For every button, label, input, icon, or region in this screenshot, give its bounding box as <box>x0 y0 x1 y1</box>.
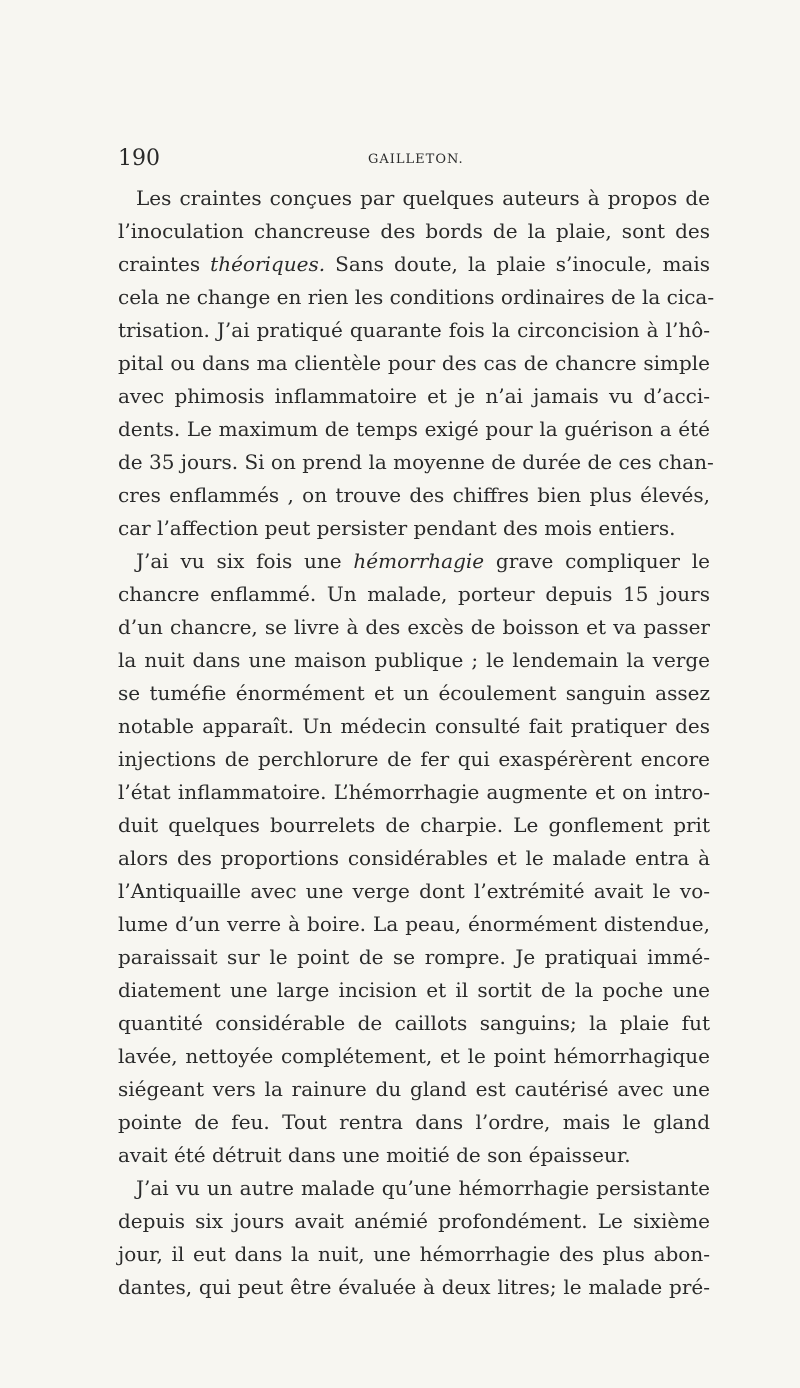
text-line: lume d’un verre à boire. La peau, énormément distendue, <box>118 912 710 936</box>
text-line: chancre enflammé. Un malade, porteur depuis 15 jours <box>118 582 710 606</box>
text-line: pointe de feu. Tout rentra dans l’ordre, mais le gland <box>118 1110 710 1134</box>
text-line: duit quelques bourrelets de charpie. Le gonflement prit <box>118 813 710 837</box>
text-line: craintes théoriques. Sans doute, la plaie s’inocule, mais <box>118 252 710 276</box>
text-line: injections de perchlorure de fer qui exaspérèrent encore <box>118 747 710 771</box>
text-line: dantes, qui peut être évaluée à deux litres; le malade pré- <box>118 1275 710 1299</box>
emphasis: théoriques. <box>210 252 326 276</box>
text-line: diatement une large incision et il sortit de la poche une <box>118 978 710 1002</box>
running-head: GAILLETON. <box>368 152 464 167</box>
text-line: cela ne change en rien les conditions ordinaires de la cica- <box>118 285 715 309</box>
text-line: l’inoculation chancreuse des bords de la plaie, sont des <box>118 219 710 243</box>
text-line: quantité considérable de caillots sanguins; la plaie fut <box>118 1011 710 1035</box>
text-line: d’un chancre, se livre à des excès de boisson et va passer <box>118 615 710 639</box>
text-line: avait été détruit dans une moitié de son épaisseur. <box>118 1143 631 1167</box>
text-line: jour, il eut dans la nuit, une hémorrhagie des plus abon- <box>118 1242 710 1266</box>
text-line: lavée, nettoyée complétement, et le point hémorrhagique <box>118 1044 710 1068</box>
text-line: de 35 jours. Si on prend la moyenne de durée de ces chan- <box>118 450 714 474</box>
body-text <box>118 182 715 1304</box>
text-line: J’ai vu un autre malade qu’une hémorrhagie persistante <box>136 1176 710 1200</box>
text-line: la nuit dans une maison publique ; le lendemain la verge <box>118 648 710 672</box>
text-line: J’ai vu six fois une hémorrhagie grave compliquer le <box>136 549 710 573</box>
emphasis: hémorrhagie <box>353 549 485 573</box>
text-line: trisation. J’ai pratiqué quarante fois la circoncision à l’hô- <box>118 318 710 342</box>
text-line: siégeant vers la rainure du gland est cautérisé avec une <box>118 1077 710 1101</box>
text-line: dents. Le maximum de temps exigé pour la guérison a été <box>118 417 710 441</box>
text-line: car l’affection peut persister pendant des mois entiers. <box>118 516 676 540</box>
text-line: l’état inflammatoire. L’hémorrhagie augmente et on intro- <box>118 780 710 804</box>
text-line: depuis six jours avait anémié profondément. Le sixième <box>118 1209 710 1233</box>
text-line: avec phimosis inflammatoire et je n’ai jamais vu d’acci- <box>118 384 710 408</box>
text-line: l’Antiquaille avec une verge dont l’extrémité avait le vo- <box>118 879 710 903</box>
text-line: pital ou dans ma clientèle pour des cas de chancre simple <box>118 351 710 375</box>
page-number: 190 <box>118 146 160 171</box>
text-line: Les craintes conçues par quelques auteurs à propos de <box>136 186 710 210</box>
text-line: alors des proportions considérables et le malade entra à <box>118 846 710 870</box>
text-line: se tuméfie énormément et un écoulement sanguin assez <box>118 681 710 705</box>
text-line: notable apparaît. Un médecin consulté fait pratiquer des <box>118 714 710 738</box>
text-line: cres enflammés , on trouve des chiffres bien plus élevés, <box>118 483 710 507</box>
text-line: paraissait sur le point de se rompre. Je pratiquai immé- <box>118 945 710 969</box>
page-header <box>118 146 710 176</box>
